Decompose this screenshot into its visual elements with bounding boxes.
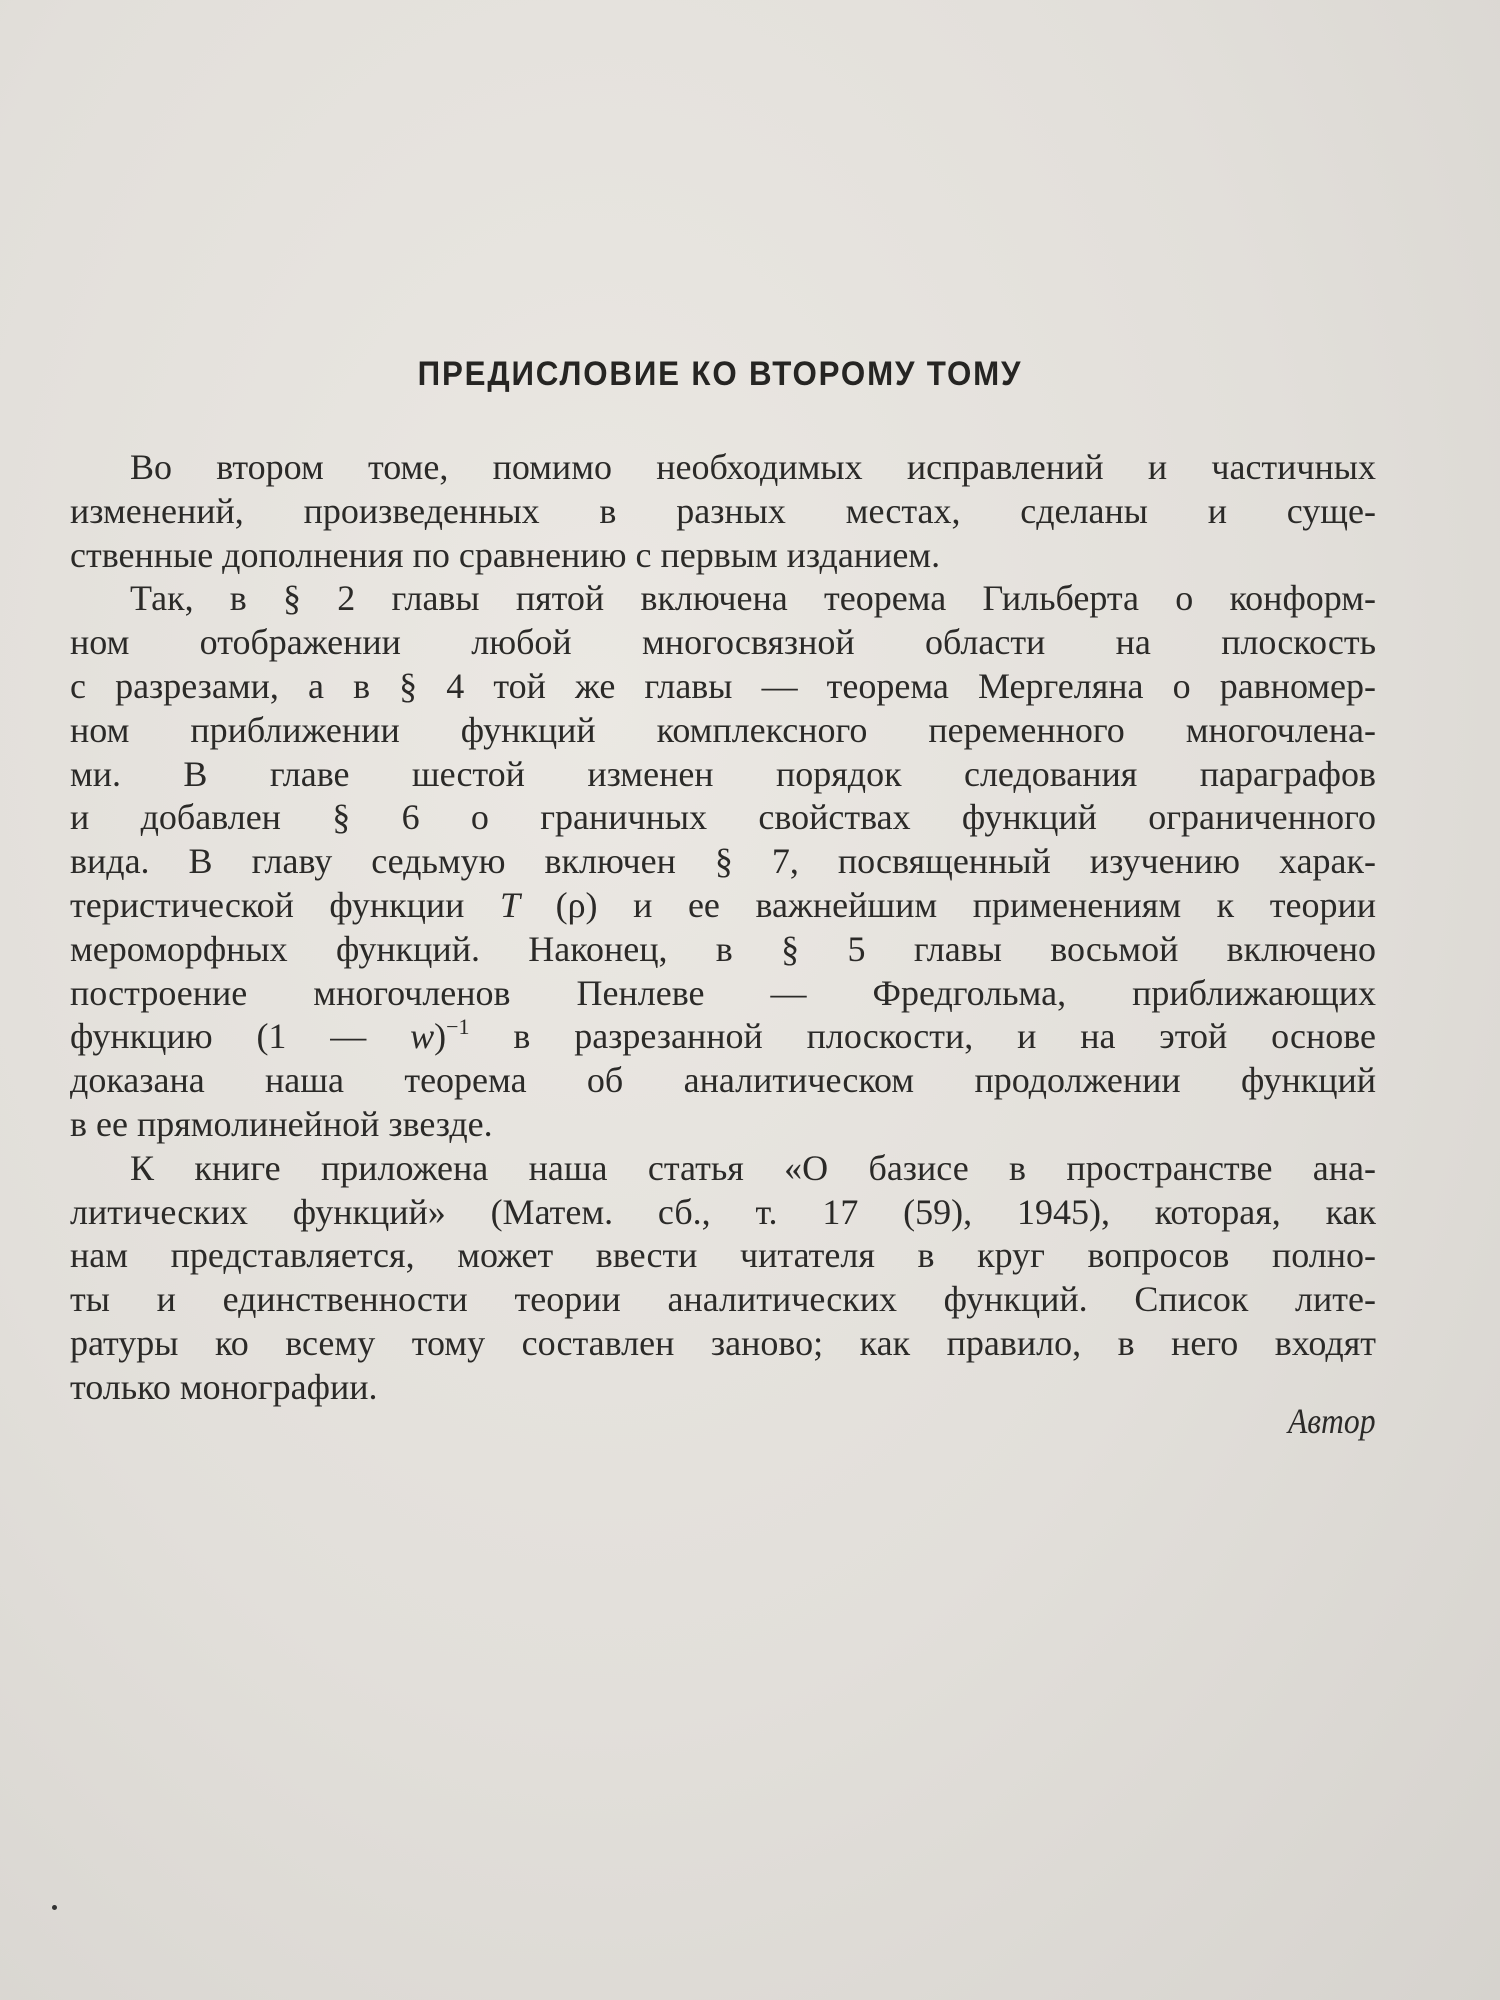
paper-speck: [52, 1905, 57, 1910]
text-line: [70, 577, 1376, 621]
text-segment: ном приближении функций комплексного переменного многочлена-: [70, 709, 1376, 750]
text-segment: Во втором томе, помимо необходимых исправлений и частичных: [130, 447, 1376, 487]
text-line-content: [70, 1279, 1376, 1319]
text-line-content: [70, 1235, 1376, 1275]
text-segment: ственные дополнения по сравнению с первым изданием.: [70, 534, 941, 575]
text-line: [70, 884, 1376, 928]
text-line: [70, 1366, 1376, 1410]
text-segment: функцию (1 —: [70, 1016, 411, 1057]
text-line: [70, 753, 1376, 797]
text-line-content: [70, 885, 1376, 925]
text-segment: только монографии.: [70, 1366, 378, 1407]
text-line: [70, 1234, 1376, 1278]
text-line: [70, 446, 1376, 490]
superscript: −1: [446, 1014, 470, 1040]
text-line-content: [70, 491, 1376, 531]
text-segment: изменений, произведенных в разных местах, сделаны и суще-: [70, 490, 1376, 531]
text-line: [70, 928, 1376, 972]
math-variable: T: [499, 884, 521, 925]
text-line-content: [70, 1192, 1376, 1232]
text-line: [70, 1103, 1376, 1147]
text-line: [70, 665, 1376, 709]
text-line-content: [130, 1148, 1376, 1188]
text-line: [70, 534, 1376, 578]
page-title: ПРЕДИСЛОВИЕ КО ВТОРОМУ ТОМУ: [417, 355, 1023, 393]
text-line-content: [70, 710, 1376, 750]
math-variable: w: [410, 1016, 435, 1057]
text-line-content: [70, 973, 1376, 1013]
text-line: [70, 840, 1376, 884]
author-signature: Автор: [1288, 1401, 1376, 1441]
text-segment: вида. В главу седьмую включен § 7, посвященный изучению харак-: [70, 841, 1376, 882]
text-line: [70, 796, 1376, 840]
text-line: [70, 621, 1376, 665]
text-line-content: [70, 1016, 1376, 1056]
text-line-content: [70, 1060, 1376, 1100]
text-line: [70, 1322, 1376, 1366]
text-segment: построение многочленов Пенлеве — Фредгольма, приближающих: [70, 972, 1376, 1013]
text-line: [70, 1147, 1376, 1191]
text-segment: ратуры ко всему тому составлен заново; как правило, в него входят: [70, 1322, 1376, 1363]
text-segment: (ρ) и ее важнейшим применениям к теории: [520, 884, 1376, 925]
text-line: [70, 490, 1376, 534]
text-line-content: [70, 622, 1376, 662]
text-line-content: [70, 1104, 493, 1144]
text-segment: К книге приложена наша статья «О базисе в пространстве ана-: [130, 1147, 1376, 1188]
text-line-content: [70, 841, 1376, 881]
text-segment: мероморфных функций. Наконец, в § 5 главы восьмой включено: [70, 928, 1376, 969]
text-segment: в ее прямолинейной звезде.: [70, 1103, 493, 1144]
text-line-content: [70, 929, 1376, 969]
text-segment: теристической функции: [70, 884, 500, 925]
text-segment: и добавлен § 6 о граничных свойствах функций ограниченного: [70, 797, 1376, 838]
text-line-content: [70, 666, 1376, 706]
text-segment: с разрезами, а в § 4 той же главы — теорема Мергеляна о равномер-: [70, 665, 1376, 706]
text-segment: нам представляется, может ввести читателя в круг вопросов полно-: [70, 1235, 1376, 1276]
text-line-content: [70, 797, 1376, 837]
text-line-content: [70, 1367, 377, 1407]
text-line: [70, 972, 1376, 1016]
text-segment: ми. В главе шестой изменен порядок следования параграфов: [70, 753, 1376, 794]
text-segment: в разрезанной плоскости, и на этой основе: [469, 1016, 1376, 1057]
text-line-content: [130, 447, 1376, 487]
text-segment: ты и единственности теории аналитических функций. Список лите-: [70, 1279, 1376, 1320]
text-line: [70, 1059, 1376, 1103]
text-segment: Так, в § 2 главы пятой включена теорема Гильберта о конформ-: [130, 578, 1376, 619]
preface-text: [70, 446, 1376, 1410]
text-segment: доказана наша теорема об аналитическом продолжении функций: [70, 1060, 1376, 1101]
text-segment: ): [434, 1016, 447, 1057]
text-line: [70, 709, 1376, 753]
text-line-content: [70, 535, 940, 575]
text-line: [70, 1278, 1376, 1322]
text-line: [70, 1191, 1376, 1235]
text-line-content: [70, 754, 1376, 794]
text-line-content: [70, 1323, 1376, 1363]
text-line-content: [130, 578, 1376, 618]
text-line: [70, 1015, 1376, 1059]
text-segment: литических функций» (Матем. сб., т. 17 (59), 1945), которая, как: [70, 1191, 1376, 1232]
text-segment: ном отображении любой многосвязной области на плоскость: [70, 622, 1376, 663]
